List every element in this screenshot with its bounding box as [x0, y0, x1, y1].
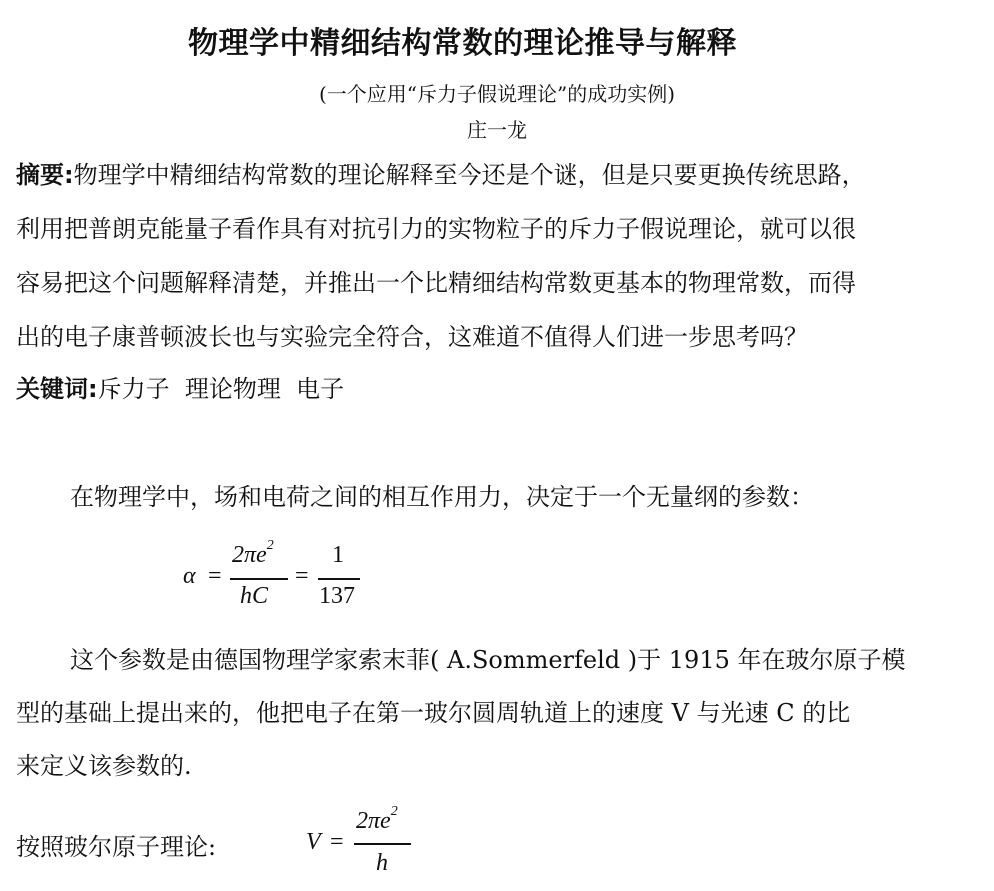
- intro-paragraph: 在物理学中，场和电荷之间的相互作用力，决定于一个无量纲的参数：: [70, 483, 814, 511]
- paragraph-sommerfeld: [16, 640, 971, 800]
- abstract-label: 摘要:: [16, 161, 74, 189]
- author: 庄一龙: [467, 118, 527, 142]
- eq1-equals-1: =: [208, 563, 222, 589]
- eq1-numerator: $2\pi e^2$: [232, 538, 274, 568]
- abstract-line-2: 利用把普朗克能量子看作具有对抗引力的实物粒子的斥力子假说理论，就可以很: [16, 215, 856, 243]
- keywords-list: 斥力子 理论物理 电子: [97, 375, 345, 403]
- bohr-denominator: h: [376, 850, 388, 876]
- paper-subtitle: (一个应用“斥力子假说理论”的成功实例): [318, 82, 676, 106]
- bohr-equals: =: [330, 829, 344, 855]
- eq1-fraction-bar: [230, 578, 288, 580]
- abstract-text-1: 物理学中精细结构常数的理论解释至今还是个谜，但是只要更换传统思路，: [73, 161, 866, 189]
- bohr-lhs: V: [306, 829, 321, 855]
- keywords: [16, 369, 971, 404]
- eq1-alpha: α: [183, 563, 196, 589]
- para2-line-1: 这个参数是由德国物理学家索末菲( A.Sommerfeld )于 1915 年在玻尔原子模: [70, 646, 906, 674]
- keywords-label: 关键词:: [16, 375, 98, 403]
- eq1-denominator-2: 137: [319, 583, 355, 609]
- abstract-line-4: 出的电子康普顿波长也与实验完全符合，这难道不值得人们进一步思考吗？: [16, 323, 808, 351]
- paper-title: 物理学中精细结构常数的理论推导与解释: [188, 26, 737, 61]
- para2-line-2: 型的基础上提出来的，他把电子在第一玻尔圆周轨道上的速度 V 与光速 C 的比: [16, 699, 851, 727]
- bohr-numerator: $2\pi e^2$: [356, 804, 398, 834]
- abstract: [16, 155, 971, 395]
- abstract-line-1: [16, 155, 866, 190]
- eq1-fraction-bar-2: [318, 578, 360, 580]
- eq1-equals-2: =: [295, 563, 309, 589]
- abstract-line-3: 容易把这个问题解释清楚，并推出一个比精细结构常数更基本的物理常数，而得: [16, 269, 856, 297]
- eq1-numerator-2: 1: [332, 542, 344, 568]
- para2-line-3: 来定义该参数的.: [16, 752, 192, 780]
- eq1-denominator: hC: [240, 583, 269, 609]
- bohr-label: 按照玻尔原子理论:: [16, 833, 217, 861]
